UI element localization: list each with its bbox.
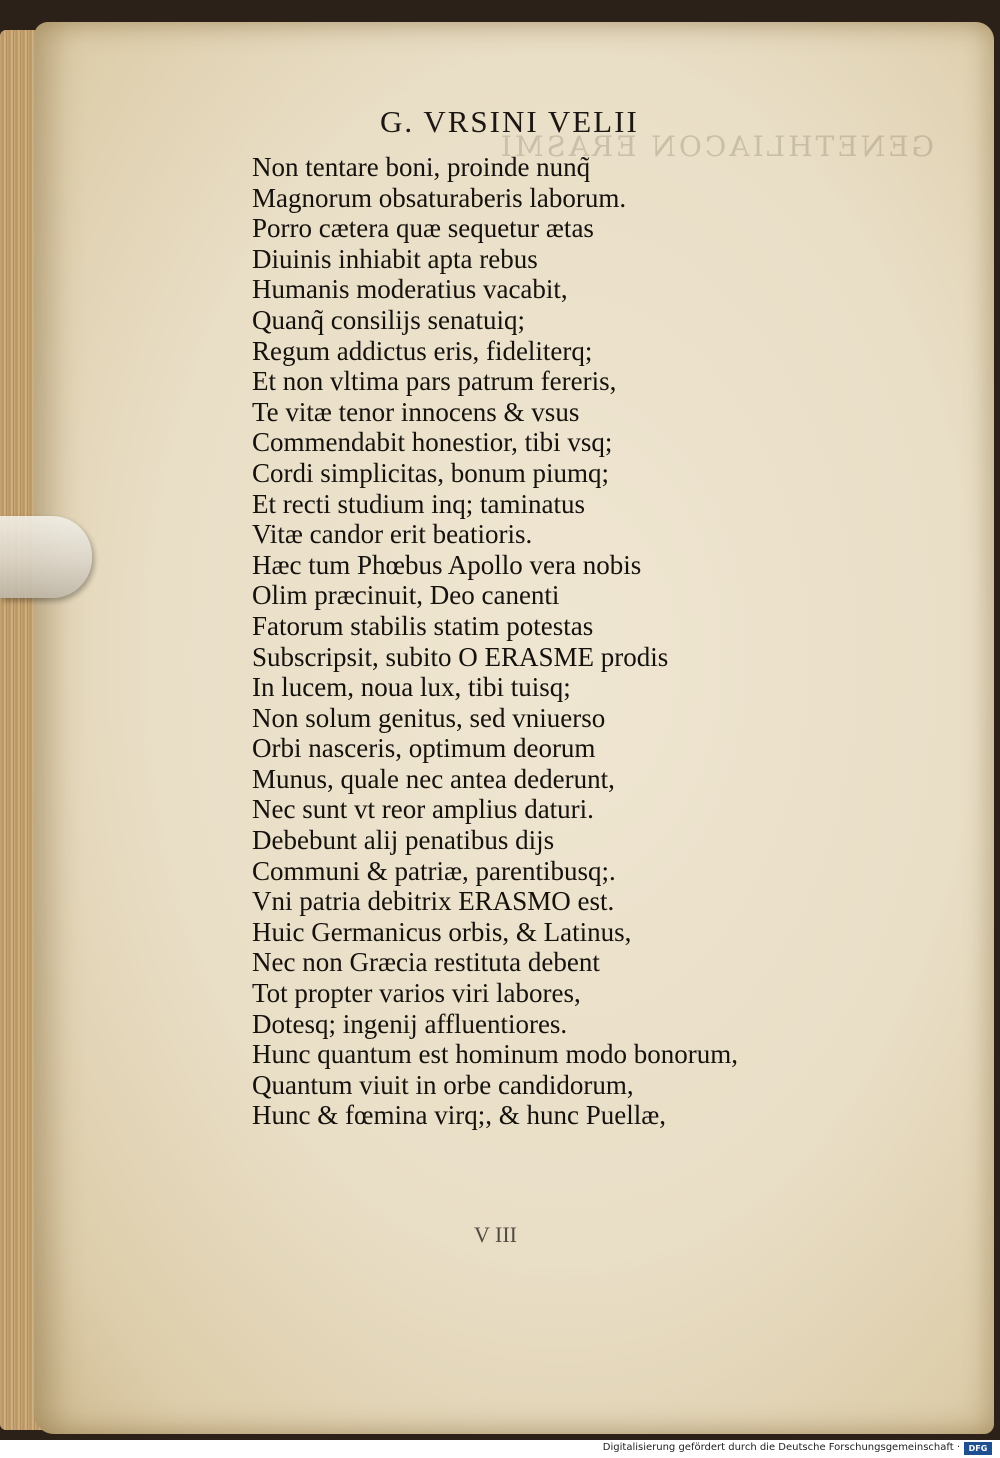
poem-line: Cordi simplicitas, bonum piumq; xyxy=(252,457,609,488)
poem-line: Olim præcinuit, Deo canenti xyxy=(252,580,560,611)
footer-credit: Digitalisierung gefördert durch die Deutsche Forschungsgemeinschaft · xyxy=(602,1442,960,1453)
poem-line: Porro cætera quæ sequetur ætas xyxy=(252,213,594,244)
poem-line: Nec non Græcia restituta debent xyxy=(252,947,600,978)
poem-line: Dotesq; ingenij affluentiores. xyxy=(252,1008,568,1039)
poem-line: Regum addictus eris, fideliterq; xyxy=(252,335,593,366)
poem-line: Debebunt alij penatibus dijs xyxy=(252,825,555,856)
poem-line: Te vitæ tenor innocens & vsus xyxy=(252,396,580,427)
digitization-footer xyxy=(0,1440,1000,1458)
show-through-header: GENETHLIACON ERASMI xyxy=(497,130,934,163)
poem-line: Munus, quale nec antea dederunt, xyxy=(252,763,615,794)
poem-line: Orbi nasceris, optimum deorum xyxy=(252,733,596,764)
poem-line: Nec sunt vt reor amplius daturi. xyxy=(252,794,594,825)
poem-line: Diuinis inhiabit apta rebus xyxy=(252,243,538,274)
poem-line: Commendabit honestior, tibi vsq; xyxy=(252,427,613,458)
poem-line: In lucem, noua lux, tibi tuisq; xyxy=(252,672,571,703)
poem-line: Non solum genitus, sed vniuerso xyxy=(252,702,606,733)
poem-line: Fatorum stabilis statim potestas xyxy=(252,610,594,641)
poem-line: Vitæ candor erit beatioris. xyxy=(252,519,533,550)
poem-text xyxy=(252,152,892,1131)
poem-line: Non tentare boni, proinde nunq̃ xyxy=(252,152,591,182)
signature-mark: V III xyxy=(474,1222,517,1247)
poem-line: Quantum viuit in orbe candidorum, xyxy=(252,1069,634,1100)
poem-line: Et recti studium inq; taminatus xyxy=(252,488,585,519)
page-clip xyxy=(0,516,92,598)
poem-line: Hunc quantum est hominum modo bonorum, xyxy=(252,1039,738,1070)
poem-line: Hunc & fœmina virq;, & hunc Puellæ, xyxy=(252,1100,666,1131)
poem-line: Subscripsit, subito O ERASME prodis xyxy=(252,641,669,672)
dfg-logo-icon: DFG xyxy=(964,1442,992,1455)
poem-line: Humanis moderatius vacabit, xyxy=(252,274,568,305)
running-head: G. VRSINI VELII xyxy=(380,104,639,139)
poem-line: Huic Germanicus orbis, & Latinus, xyxy=(252,916,632,947)
poem-line: Magnorum obsaturaberis laborum. xyxy=(252,182,627,213)
poem-line: Hæc tum Phœbus Apollo vera nobis xyxy=(252,549,642,580)
poem-line: Quanq̃ consilijs senatuiq; xyxy=(252,304,525,335)
poem-line: Vni patria debitrix ERASMO est. xyxy=(252,886,615,917)
poem-line: Et non vltima pars patrum fereris, xyxy=(252,366,617,397)
poem-line: Tot propter varios viri labores, xyxy=(252,978,581,1009)
poem-line: Communi & patriæ, parentibusq;. xyxy=(252,855,616,886)
